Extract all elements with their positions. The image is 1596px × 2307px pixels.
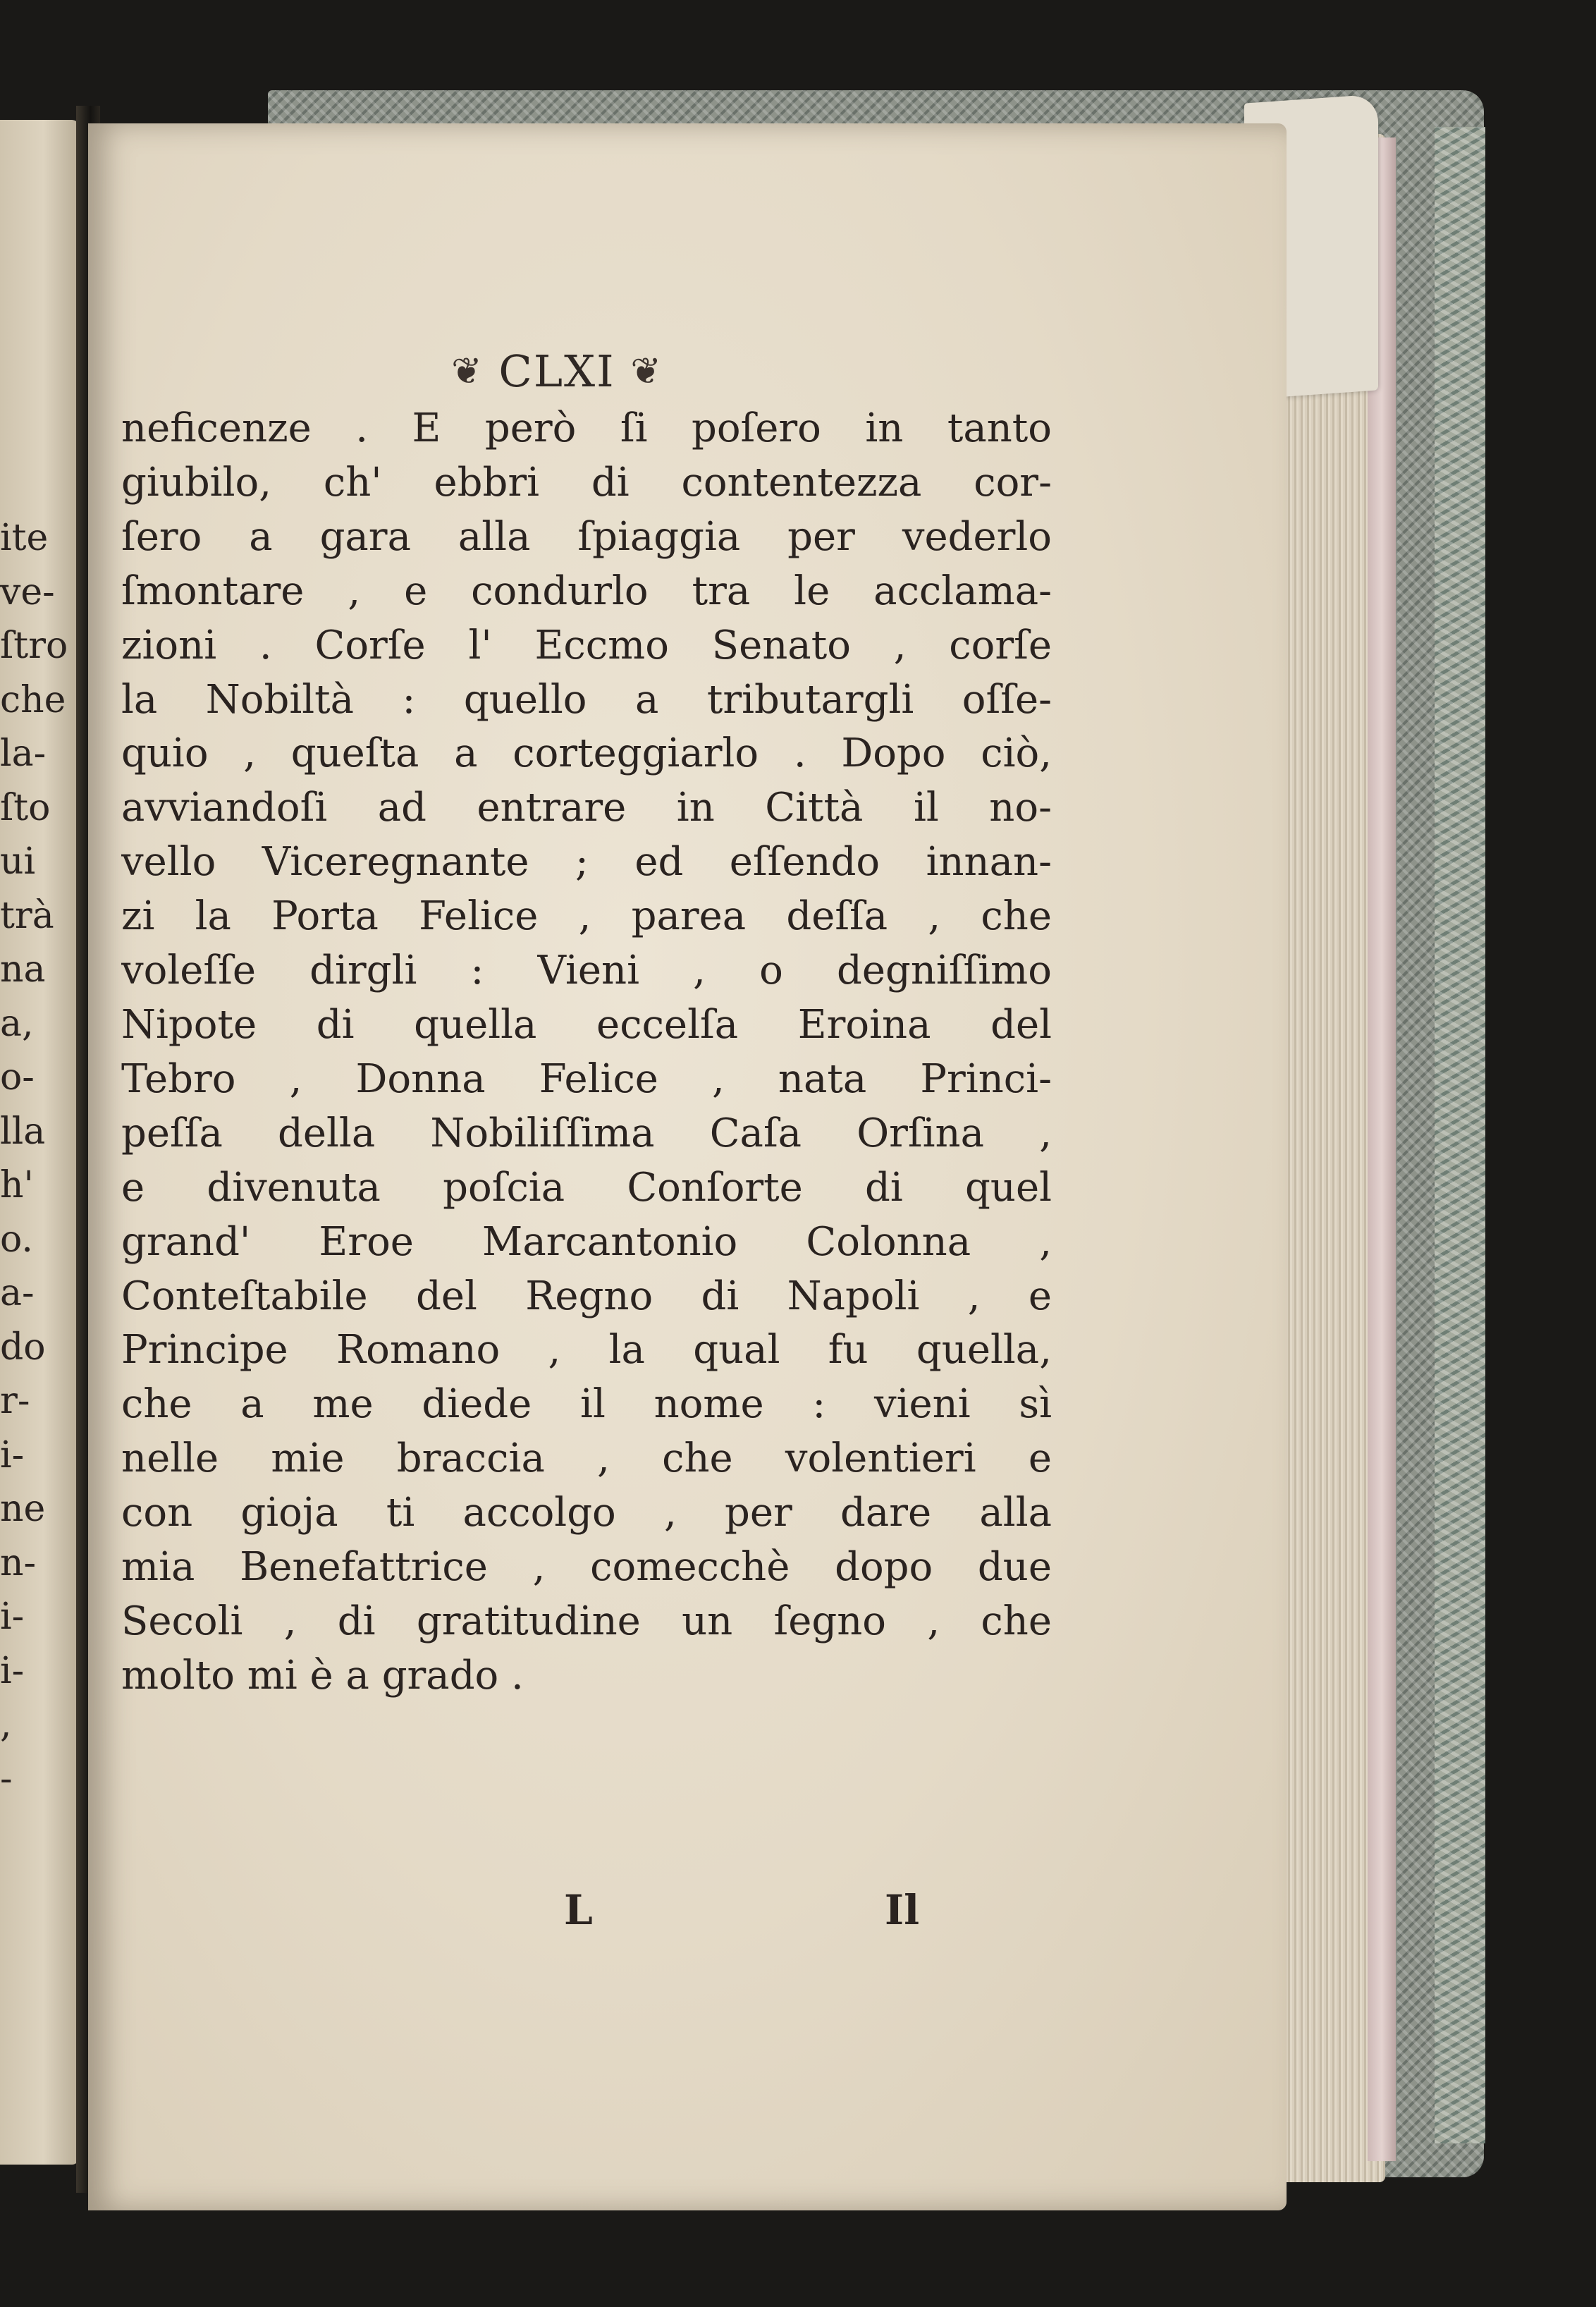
fleuron-right-icon: ❦ [630, 350, 663, 393]
cover-edge [1435, 127, 1485, 2143]
facing-page-fragment: ve- [0, 570, 55, 613]
text-line: la Nobiltà : quello a tributargli oſſe- [121, 676, 1052, 723]
facing-page-fragment: ſto [0, 786, 51, 829]
folio-number: CLXI [498, 345, 615, 397]
facing-page-fragment: ſtro [0, 625, 68, 667]
text-line: mia Benefattrice , comecchè dopo due [121, 1544, 1052, 1591]
text-line: molto mi è a grado . [121, 1652, 524, 1699]
facing-page-fragment: la- [0, 733, 47, 775]
facing-page-fragment: ne [0, 1488, 46, 1530]
text-line: e divenuta poſcia Conſorte di quel [121, 1164, 1052, 1211]
text-line: nelle mie braccia , che volentieri e [121, 1436, 1052, 1482]
facing-page [0, 120, 79, 2165]
text-line: quio , queſta a corteggiarlo . Dopo ciò, [121, 730, 1052, 777]
catch-line [88, 1886, 1272, 1942]
text-line: ſmontare , e condurlo tra le acclama- [121, 568, 1052, 614]
text-line: avviandoſi ad entrare in Città il no- [121, 785, 1052, 831]
text-line: ſero a gara alla ſpiaggia per vederlo [121, 513, 1052, 560]
text-line: Nipote di quella eccelſa Eroina del [121, 1001, 1052, 1048]
text-line: Conteſtabile del Regno di Napoli , e [121, 1273, 1052, 1319]
text-line: vello Viceregnante ; ed eſſendo innan- [121, 839, 1052, 886]
text-line: grand' Eroe Marcantonio Colonna , [121, 1218, 1052, 1265]
running-header [88, 345, 1026, 397]
facing-page-fragment: o. [0, 1218, 33, 1261]
facing-page-fragment: a, [0, 1002, 34, 1045]
facing-page-fragment: i- [0, 1596, 25, 1638]
facing-page-fragment: a- [0, 1272, 35, 1314]
facing-page-fragment: - [0, 1757, 13, 1800]
text-line: Secoli , di gratitudine un ſegno , che [121, 1598, 1052, 1644]
text-line: con gioja ti accolgo , per dare alla [121, 1490, 1052, 1536]
facing-page-fragment: na [0, 948, 46, 991]
text-line: zi la Porta Felice , parea deſſa , che [121, 893, 1052, 940]
fleuron-left-icon: ❦ [451, 350, 484, 393]
facing-page-fragment: che [0, 678, 66, 721]
facing-page-fragment: do [0, 1326, 46, 1369]
text-line: che a me diede il nome : vieni sì [121, 1381, 1052, 1428]
text-line: Tebro , Donna Felice , nata Princi- [121, 1055, 1052, 1102]
facing-page-fragment: ite [0, 517, 49, 559]
text-line: giubilo, ch' ebbri di contentezza cor- [121, 459, 1052, 506]
facing-page-fragment: n- [0, 1541, 37, 1584]
facing-page-fragment: i- [0, 1649, 25, 1692]
text-line: voleſſe dirgli : Vieni , o degniſſimo [121, 948, 1052, 994]
text-line: Principe Romano , la qual fu quella, [121, 1327, 1052, 1373]
facing-page-fragment: lla [0, 1110, 46, 1153]
endpaper-edge [1368, 137, 1396, 2161]
signature-mark: L [564, 1886, 593, 1934]
text-line: zioni . Corſe l' Eccmo Senato , corſe [121, 622, 1052, 668]
facing-page-fragment: o- [0, 1056, 35, 1099]
facing-page-text [0, 511, 79, 1806]
text-line: neficenze . E però ſi poſero in tanto [121, 405, 1052, 451]
facing-page-fragment: h' [0, 1164, 34, 1206]
catchword: Il [885, 1886, 920, 1934]
facing-page-fragment: trà [0, 894, 54, 937]
facing-page-fragment: r- [0, 1380, 30, 1422]
text-line: peſſa della Nobiliſſima Caſa Orſina , [121, 1110, 1052, 1156]
facing-page-fragment: i- [0, 1433, 25, 1476]
main-page [88, 123, 1287, 2210]
facing-page-fragment: , [0, 1703, 12, 1746]
body-text [121, 402, 1052, 1703]
facing-page-fragment: ui [0, 840, 36, 883]
